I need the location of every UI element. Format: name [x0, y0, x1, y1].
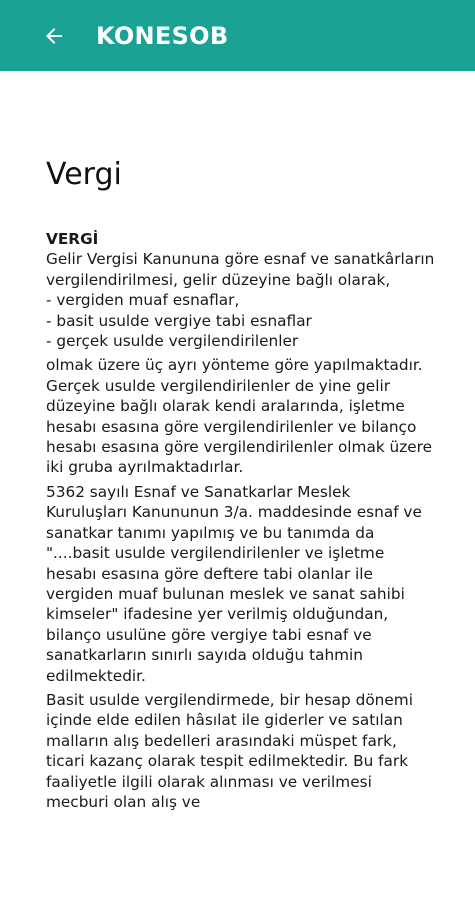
content-scroll-area[interactable] [0, 71, 475, 900]
article-body [46, 229, 436, 812]
app-bar [0, 0, 475, 71]
page-title: Vergi [46, 157, 122, 192]
paragraph: Gelir Vergisi Kanununa göre esnaf ve sanatkârların vergilendirilmesi, gelir düzeyine bağlı olarak, [46, 250, 435, 289]
paragraph: 5362 sayılı Esnaf ve Sanatkarlar Meslek Kuruluşları Kanununun 3/a. maddesinde esnaf ve sanatkar tanımı yapılmış ve bu tanımda da "....basit usulde vergilendirilenler ve işletme hesabı esasına göre deftere tabi olanlar ile vergiden muaf bulunan meslek ve sanat sahibi kimseler" ifadesine yer verilmiş olduğundan, bilanço usulüne göre vergiye tabi esnaf ve sanatkarların sınırlı sayıda olduğu tahmin edilmektedir. [46, 482, 422, 685]
list-item: - vergiden muaf esnaflar, [46, 291, 240, 310]
section-heading: VERGİ [46, 230, 99, 248]
app-title: KONESOB [96, 21, 229, 50]
list-item: - basit usulde vergiye tabi esnaflar [46, 311, 312, 330]
arrow-left-icon [42, 24, 66, 48]
list-item: - gerçek usulde vergilendirilenler [46, 332, 299, 351]
paragraph: Basit usulde vergilendirmede, bir hesap dönemi içinde elde edilen hâsılat ile giderler ve satılan malların alış bedelleri arasındaki müspet fark, ticari kazanç olarak tespit edilmektedir. Bu fark faaliyetle ilgili olarak alınması ve verilmesi mecburi olan alış ve [46, 690, 413, 811]
back-button[interactable] [40, 22, 68, 50]
paragraph: olmak üzere üç ayrı yönteme göre yapılmaktadır. Gerçek usulde vergilendirilenler de yine gelir düzeyine bağlı olarak kendi aralarında, işletme hesabı esasına göre vergilendirilenler ve bilanço hesabı esasına göre vergilendirilenler olmak üzere iki gruba ayrılmaktadırlar. [46, 356, 433, 477]
